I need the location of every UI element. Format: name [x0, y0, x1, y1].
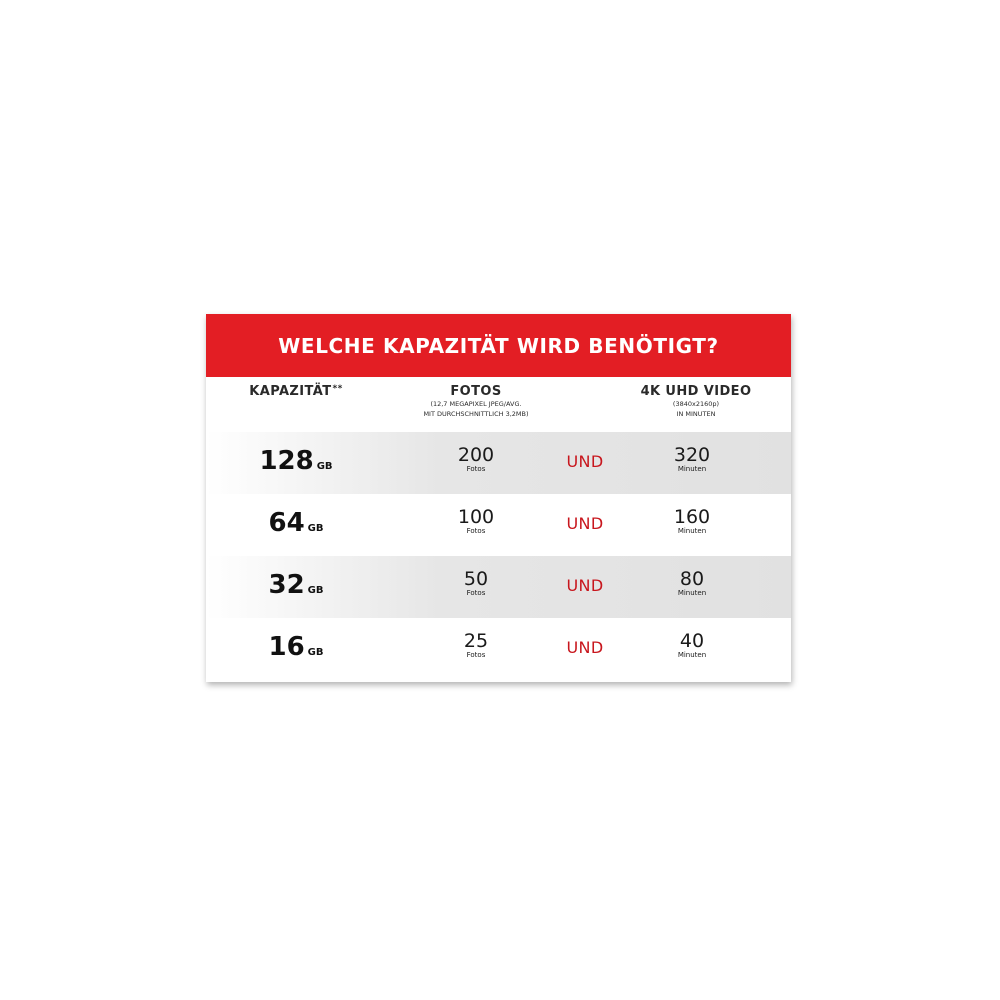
photos-value: 50 [463, 568, 489, 590]
capacity-value: 16 [268, 632, 305, 662]
photos-cell [426, 445, 526, 474]
header-capacity-label: KAPAZITÄT [249, 384, 332, 399]
video-cell [642, 631, 742, 660]
header-capacity-footnote-mark: ** [332, 384, 343, 394]
capacity-value: 128 [259, 446, 314, 476]
photos-cell [426, 569, 526, 598]
table-row [206, 556, 791, 618]
capacity-unit: GB [307, 523, 324, 534]
table-row [206, 432, 791, 494]
video-label: Minuten [677, 527, 707, 535]
video-value: 80 [679, 568, 705, 590]
photos-value: 25 [463, 630, 489, 652]
video-cell [642, 569, 742, 598]
video-value: 160 [673, 506, 711, 528]
and-joiner: UND [566, 576, 604, 595]
photos-value: 100 [457, 506, 495, 528]
photos-label: Fotos [466, 527, 486, 535]
capacity-value: 64 [268, 508, 305, 538]
photos-label: Fotos [466, 651, 486, 659]
capacity-cell [226, 432, 366, 494]
photos-cell [426, 631, 526, 660]
header-video-note-2: IN MINUTEN [676, 410, 716, 418]
capacity-value: 32 [268, 570, 305, 600]
capacity-cell [226, 494, 366, 556]
video-cell [642, 445, 742, 474]
video-value: 40 [679, 630, 705, 652]
header-photos-label: FOTOS [450, 384, 502, 399]
photos-value: 200 [457, 444, 495, 466]
page-title: WELCHE KAPAZITÄT WIRD BENÖTIGT? [278, 333, 719, 358]
photos-cell [426, 507, 526, 536]
and-joiner: UND [566, 452, 604, 471]
photos-label: Fotos [466, 465, 486, 473]
header-photos [376, 384, 576, 419]
video-label: Minuten [677, 589, 707, 597]
header-photos-note-1: (12,7 MEGAPIXEL JPEG/AVG. [430, 400, 522, 408]
capacity-unit: GB [307, 585, 324, 596]
capacity-cell [226, 556, 366, 618]
table-row [206, 494, 791, 556]
header-video [596, 384, 796, 419]
header-capacity [226, 384, 366, 399]
capacity-unit: GB [307, 647, 324, 658]
capacity-cell [226, 618, 366, 680]
header-video-note-1: (3840x2160p) [672, 400, 720, 408]
and-joiner: UND [566, 514, 604, 533]
header-photos-note-2: MIT DURCHSCHNITTLICH 3,2MB) [423, 410, 529, 418]
video-value: 320 [673, 444, 711, 466]
photos-label: Fotos [466, 589, 486, 597]
video-label: Minuten [677, 651, 707, 659]
capacity-table-card [206, 314, 791, 682]
and-joiner: UND [566, 638, 604, 657]
capacity-rows [206, 432, 791, 680]
table-row [206, 618, 791, 680]
video-cell [642, 507, 742, 536]
video-label: Minuten [677, 465, 707, 473]
title-banner [206, 314, 791, 377]
header-video-label: 4K UHD VIDEO [640, 384, 752, 399]
capacity-unit: GB [316, 461, 333, 472]
